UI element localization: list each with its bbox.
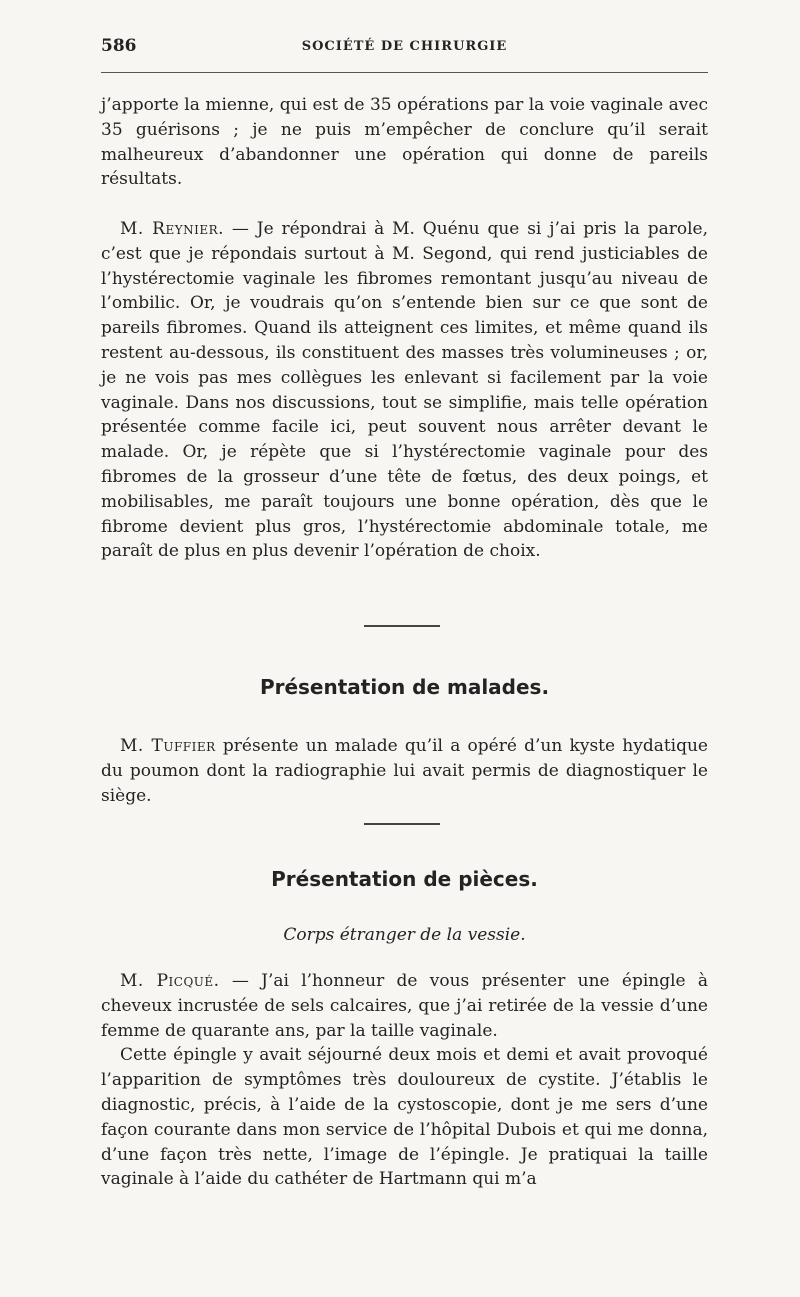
paragraph-text: j’apporte la mienne, qui est de 35 opérations par la voie vaginale avec 35 guérisons ; je ne puis m’empêcher de conclure qu’il serait malheureux d’abandonner une opération qui donne de pareils résultats. [101, 95, 708, 190]
section-heading: Présentation de malades. [259, 675, 550, 699]
running-title: SOCIÉTÉ DE CHIRURGIE [301, 39, 508, 54]
section-separator [364, 823, 440, 825]
paragraph-tuffier [101, 734, 708, 808]
paragraph-reynier [101, 217, 708, 564]
section-separator [364, 625, 440, 627]
page-number: 586 [101, 36, 137, 56]
paragraph-continuation [101, 93, 708, 192]
paragraph-text: présente un malade qu’il a opéré d’un kyste hydatique du poumon dont la radiographie lui avait permis de diagnostiquer le siège. [101, 736, 708, 806]
paragraph-text: — Je répondrai à M. Quénu que si j’ai pris la parole, c’est que je répondais surtout à M. Segond, qui rend justiciables de l’hystérectomie vaginale les fibromes remontant jusqu’au niveau de l’ombilic. Or, je voudrais qu’on s’entende bien sur ce que sont de pareils fibromes. Quand ils atteignent ces limites, et même quand ils restent au-dessous, ils constituent des masses très volumineuses ; or, je ne vois pas mes collègues les enlevant si facilement par la voie vaginale. Dans nos discussions, tout se simplifie, mais telle opération présentée comme facile ici, peut souvent nous arrêter devant le malade. Or, je répète que si l’hystérectomie vaginale pour des fibromes de la grosseur d’une tête de fœtus, des deux poings, et mobilisables, me paraît toujours une bonne opération, dès que le fibrome devient plus gros, l’hystérectomie abdominale totale, me paraît de plus en plus devenir l’opération de choix. [101, 219, 708, 562]
paragraph-text: — J’ai l’honneur de vous présenter une épingle à cheveux incrustée de sels calcaires, que j’ai retirée de la vessie d’une femme de quarante ans, par la taille vaginale. [101, 971, 708, 1041]
speaker-name: M. Tuffier [120, 736, 216, 756]
speaker-name: M. Reynier. [120, 219, 225, 239]
section-subheading: Corps étranger de la vessie. [283, 925, 526, 945]
paragraph-picque [101, 969, 708, 1192]
speaker-name: M. Picqué. [120, 971, 220, 991]
header-rule [101, 72, 708, 73]
paragraph-text: Cette épingle y avait séjourné deux mois et demi et avait provoqué l’apparition de symptômes très douloureux de cystite. J’établis le diagnostic, précis, à l’aide de la cystoscopie, dont je me sers d’une façon courante dans mon service de l’hôpital Dubois et qui me donna, d’une façon très nette, l’image de l’épingle. Je pratiquai la taille vaginale à l’aide du cathéter de Hartmann qui m’a [101, 1045, 708, 1190]
section-heading: Présentation de pièces. [271, 867, 538, 891]
page-header [101, 36, 708, 64]
